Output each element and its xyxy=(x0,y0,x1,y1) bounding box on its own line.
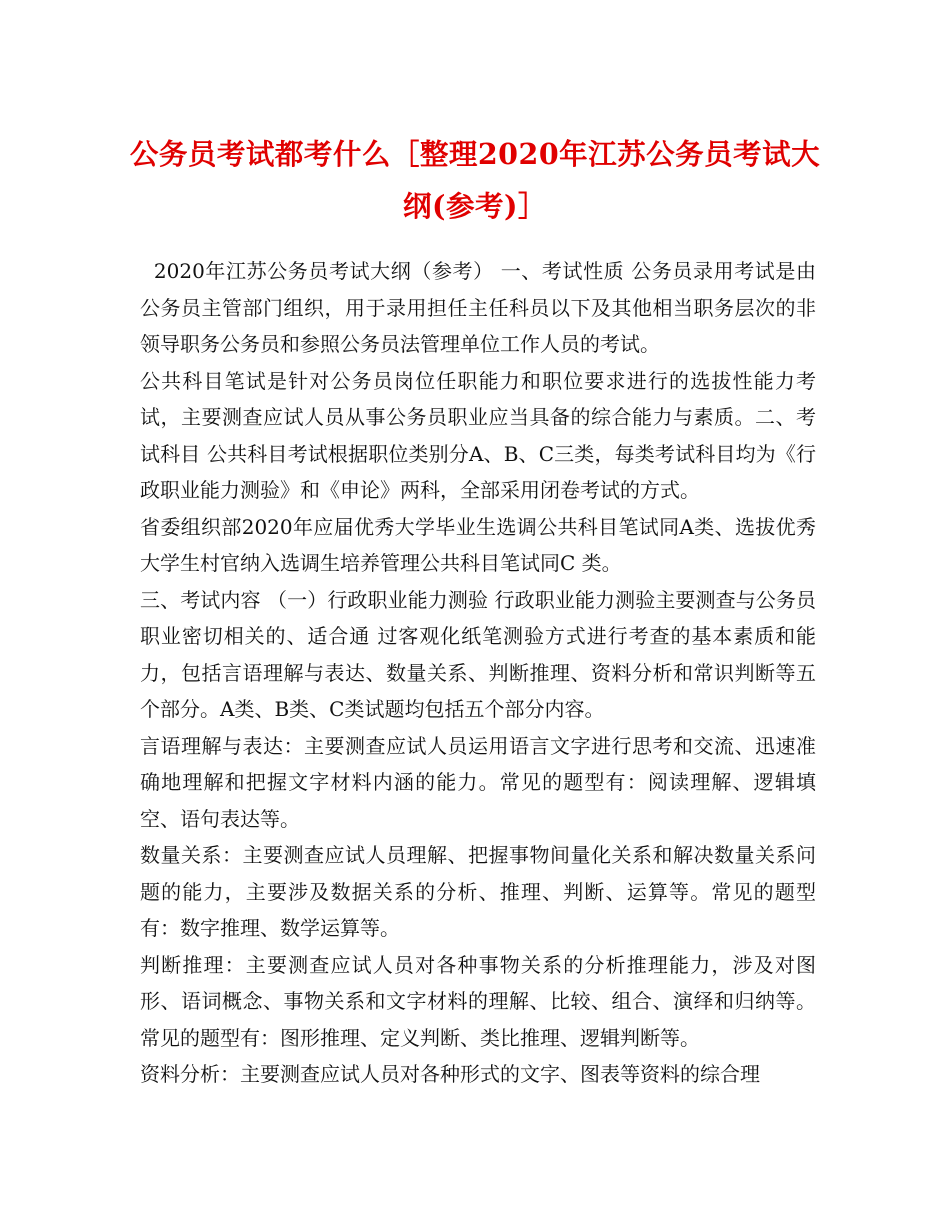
paragraph: 三、考试内容 （一）行政职业能力测验 行政职业能力测验主要测查与公务员职业密切相关的、适合通 过客观化纸笔测验方式进行考查的基本素质和能力，包括言语理解与表达、数量关系、判断推理、资料分析和常识判断等五个部分。A类、B类、C类试题均包括五个部分内容。 xyxy=(140,587,816,721)
paragraph: 判断推理：主要测查应试人员对各种事物关系的分析推理能力，涉及对图形、语词概念、事物关系和文字材料的理解、比较、组合、演绎和归纳等。常见的题型有：图形推理、定义判断、类比推理、逻辑判断等。 xyxy=(140,952,816,1050)
document-body xyxy=(140,253,816,1093)
paragraph: 公共科目笔试是针对公务员岗位任职能力和职位要求进行的选拔性能力考试，主要测查应试人员从事公务员职业应当具备的综合能力与素质。二、考试科目 公共科目考试根据职位类别分A、B、C三类，每类考试科目均为《行政职业能力测验》和《申论》两科，全部采用闭卷考试的方式。 xyxy=(140,368,816,502)
paragraph: 资料分析：主要测查应试人员对各种形式的文字、图表等资料的综合理 xyxy=(140,1062,760,1086)
paragraph: 数量关系：主要测查应试人员理解、把握事物间量化关系和解决数量关系问题的能力，主要涉及数据关系的分析、推理、判断、运算等。常见的题型有：数字推理、数学运算等。 xyxy=(140,843,816,940)
document-title: 公务员考试都考什么［整理2020年江苏公务员考试大纲(参考)］ xyxy=(129,137,821,223)
paragraph: 省委组织部2020年应届优秀大学毕业生选调公共科目笔试同A类、选拔优秀大学生村官纳入选调生培养管理公共科目笔试同C 类。 xyxy=(140,514,816,575)
paragraph: 言语理解与表达：主要测查应试人员运用语言文字进行思考和交流、迅速准确地理解和把握文字材料内涵的能力。常见的题型有：阅读理解、逻辑填空、语句表达等。 xyxy=(140,733,816,831)
paragraph: 2020年江苏公务员考试大纲（参考） 一、考试性质 公务员录用考试是由公务员主管部门组织，用于录用担任主任科员以下及其他相当职务层次的非领导职务公务员和参照公务员法管理单位工作人员的考试。 xyxy=(140,259,816,356)
